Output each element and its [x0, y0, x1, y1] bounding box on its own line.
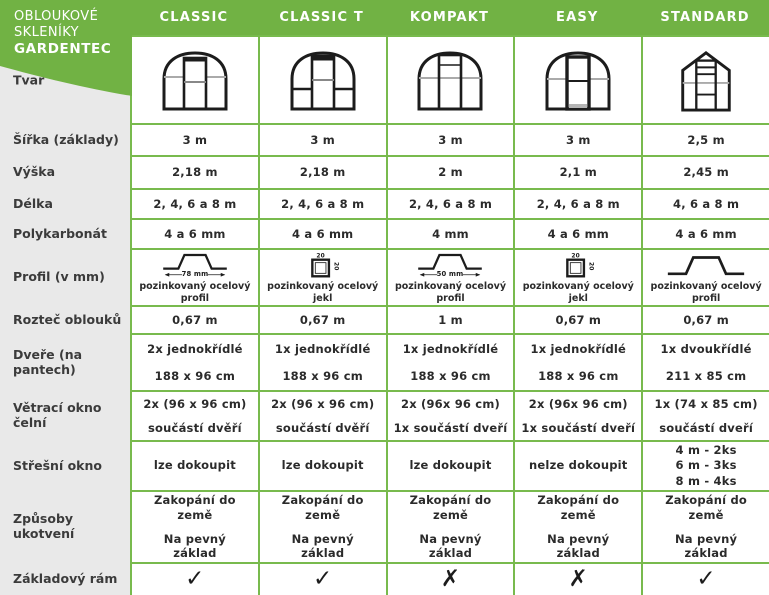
cell-ram-classic [130, 562, 258, 595]
cell-delka-classic-t: 2, 4, 6 a 8 m [258, 188, 386, 218]
cell-ukotveni-easy: Zakopání do země Na pevný základ [513, 490, 641, 562]
greenhouse-icon-classic [159, 49, 231, 111]
check-mark: ✓ [312, 566, 333, 592]
cell-ukotveni-kompakt: Zakopání do země Na pevný základ [386, 490, 514, 562]
cell-dvere-kompakt: 1x jednokřídlé 188 x 96 cm [386, 333, 514, 390]
profile-icon-square [292, 252, 354, 279]
row-label-ram: Základový rám [0, 562, 130, 595]
row-label-ukotveni: Způsoby ukotvení [0, 490, 130, 562]
profile-caption: pozinkovaný ocelový profil [394, 281, 507, 305]
cell-dvere-classic: 2x jednokřídlé 188 x 96 cm [130, 333, 258, 390]
cell-delka-classic: 2, 4, 6 a 8 m [130, 188, 258, 218]
cell-poly-kompakt: 4 mm [386, 218, 514, 248]
cell-stresni-standard: 4 m - 2ks 6 m - 3ks 8 m - 4ks [641, 440, 769, 490]
cell-sirka-classic: 3 m [130, 123, 258, 155]
cell-vyska-classic-t: 2,18 m [258, 155, 386, 188]
check-mark: ✓ [185, 566, 205, 592]
profile-icon-hat [406, 252, 494, 279]
cell-profil-classic-t [258, 248, 386, 305]
profile-caption: pozinkovaný ocelový profil [139, 281, 251, 305]
check-mark: ✓ [696, 566, 716, 592]
cell-poly-classic-t: 4 a 6 mm [258, 218, 386, 248]
row-label-sirka: Šířka (základy) [0, 123, 130, 155]
cell-dvere-classic-t: 1x jednokřídlé 188 x 96 cm [258, 333, 386, 390]
cell-vetraci-standard: 1x (74 x 85 cm) součástí dveří [641, 390, 769, 440]
col-header-standard: STANDARD [641, 0, 769, 35]
cell-poly-standard: 4 a 6 mm [641, 218, 769, 248]
row-label-vyska: Výška [0, 155, 130, 188]
cell-vyska-easy: 2,1 m [513, 155, 641, 188]
profile-icon-square [547, 252, 609, 279]
col-header-easy: EASY [513, 0, 641, 35]
cell-tvar-classic [130, 35, 258, 123]
cell-ukotveni-classic-t: Zakopání do země Na pevný základ [258, 490, 386, 562]
cell-sirka-classic-t: 3 m [258, 123, 386, 155]
row-label-vetraci: Větrací okno čelní [0, 390, 130, 440]
cell-sirka-easy: 3 m [513, 123, 641, 155]
cell-stresni-easy: nelze dokoupit [513, 440, 641, 490]
cell-poly-easy: 4 a 6 mm [513, 218, 641, 248]
greenhouse-icon-easy [542, 49, 614, 111]
cell-profil-classic [130, 248, 258, 305]
cell-ram-classic-t [258, 562, 386, 595]
cell-profil-standard [641, 248, 769, 305]
cell-stresni-kompakt: lze dokoupit [386, 440, 514, 490]
cell-vyska-classic: 2,18 m [130, 155, 258, 188]
svg-text:20: 20 [587, 261, 594, 271]
svg-text:78 mm: 78 mm [181, 270, 209, 279]
cell-roztec-standard: 0,67 m [641, 305, 769, 333]
cell-tvar-classic-t [258, 35, 386, 123]
cell-tvar-easy [513, 35, 641, 123]
cell-roztec-kompakt: 1 m [386, 305, 514, 333]
cell-dvere-easy: 1x jednokřídlé 188 x 96 cm [513, 333, 641, 390]
svg-text:20: 20 [571, 253, 581, 260]
profile-icon-hat [151, 252, 239, 279]
brand-logo [14, 9, 111, 57]
cell-dvere-standard: 1x dvoukřídlé 211 x 85 cm [641, 333, 769, 390]
col-header-classic-t: CLASSIC T [258, 0, 386, 35]
greenhouse-icon-classic-t [287, 49, 359, 111]
cell-tvar-standard [641, 35, 769, 123]
svg-text:50 mm: 50 mm [437, 270, 464, 279]
cell-ukotveni-standard: Zakopání do země Na pevný základ [641, 490, 769, 562]
profile-caption: pozinkovaný ocelový jekl [267, 281, 379, 305]
row-label-stresni: Střešní okno [0, 440, 130, 490]
cell-roztec-easy: 0,67 m [513, 305, 641, 333]
cell-ram-kompakt [386, 562, 514, 595]
cell-stresni-classic-t: lze dokoupit [258, 440, 386, 490]
cell-vetraci-easy: 2x (96x 96 cm) 1x součástí dveří [513, 390, 641, 440]
cell-delka-standard: 4, 6 a 8 m [641, 188, 769, 218]
row-label-profil: Profil (v mm) [0, 248, 130, 305]
col-header-kompakt: KOMPAKT [386, 0, 514, 35]
cell-vyska-kompakt: 2 m [386, 155, 514, 188]
col-header-classic: CLASSIC [130, 0, 258, 35]
logo-line3: GARDENTEC [14, 40, 112, 57]
cell-delka-easy: 2, 4, 6 a 8 m [513, 188, 641, 218]
cell-sirka-standard: 2,5 m [641, 123, 769, 155]
svg-text:20: 20 [331, 261, 338, 271]
cell-profil-easy [513, 248, 641, 305]
cell-sirka-kompakt: 3 m [386, 123, 514, 155]
profile-icon-hat [662, 252, 750, 279]
svg-text:20: 20 [316, 253, 325, 260]
cell-roztec-classic-t: 0,67 m [258, 305, 386, 333]
profile-caption: pozinkovaný ocelový profil [650, 281, 762, 305]
cell-stresni-classic: lze dokoupit [130, 440, 258, 490]
cross-mark: ✗ [568, 566, 589, 592]
greenhouse-icon-kompakt [414, 49, 486, 111]
cell-profil-kompakt [386, 248, 514, 305]
cell-vetraci-classic: 2x (96 x 96 cm) součástí dvěří [130, 390, 258, 440]
cell-poly-classic: 4 a 6 mm [130, 218, 258, 248]
cell-ukotveni-classic: Zakopání do země Na pevný základ [130, 490, 258, 562]
cell-vetraci-kompakt: 2x (96x 96 cm) 1x součástí dveří [386, 390, 514, 440]
cell-vetraci-classic-t: 2x (96 x 96 cm) součástí dvěří [258, 390, 386, 440]
cell-ram-easy [513, 562, 641, 595]
profile-caption: pozinkovaný ocelový jekl [522, 281, 634, 305]
row-label-delka: Délka [0, 188, 130, 218]
cell-tvar-kompakt [386, 35, 514, 123]
cell-roztec-classic: 0,67 m [130, 305, 258, 333]
cell-vyska-standard: 2,45 m [641, 155, 769, 188]
cell-ram-standard [641, 562, 769, 595]
row-label-roztec: Rozteč oblouků [0, 305, 130, 333]
logo-line2: SKLENÍKY [14, 24, 79, 40]
row-label-polykarbonat: Polykarbonát [0, 218, 130, 248]
greenhouse-icon-standard [675, 48, 737, 112]
logo-area [0, 0, 130, 123]
cell-delka-kompakt: 2, 4, 6 a 8 m [386, 188, 514, 218]
row-label-tvar: Tvar [13, 72, 45, 88]
cross-mark: ✗ [440, 566, 461, 592]
logo-line1: OBLOUKOVÉ [14, 9, 99, 24]
row-label-dvere: Dveře (na pantech) [0, 333, 130, 390]
